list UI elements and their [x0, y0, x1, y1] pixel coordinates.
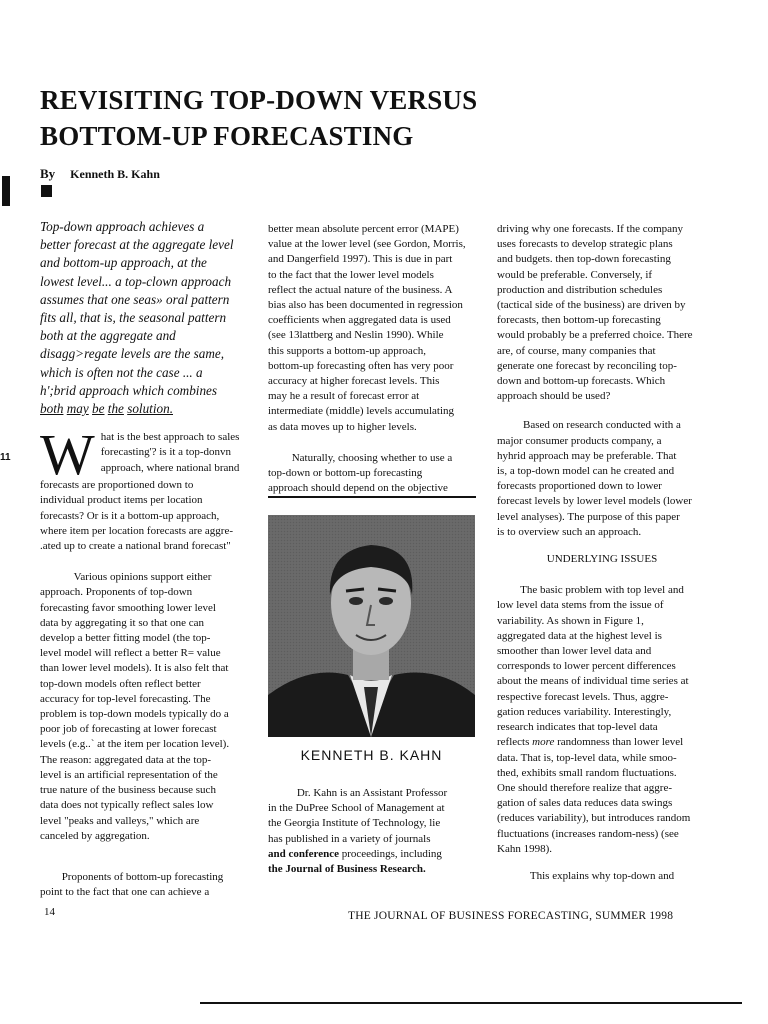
title-line-1: REVISITING TOP-DOWN VERSUS [40, 85, 478, 115]
lead-word: the [107, 401, 124, 417]
para-line: top-down or bottom-up forecasting [268, 467, 423, 480]
para-line: better mean absolute percent error (MAPE) [268, 223, 459, 235]
portrait-image [268, 515, 475, 737]
column-2 [268, 222, 476, 496]
para-line: down and bottom-up forecasts. Which [497, 375, 666, 388]
para-line: and Dangerfield 1997). This is due in part [268, 253, 453, 266]
emphasis-text: more [532, 736, 555, 749]
margin-number: 11 [0, 452, 11, 463]
para-line: (reduces variability), but introduces random [497, 812, 691, 825]
opinions-paragraph [40, 570, 245, 844]
para-line: top-down models often reflect better [40, 677, 201, 690]
title-line-2: BOTTOM-UP FORECASTING [40, 121, 414, 151]
objective-paragraph [497, 222, 707, 404]
para-line: Naturally, choosing whether to use a [291, 451, 453, 464]
para-line: level analyses). The purpose of this paper [497, 510, 680, 523]
para-line: .ated up to create a national brand forecast" [40, 540, 231, 553]
para-line: where item per location forecasts are aggre- [40, 524, 234, 537]
para-line: variability. As shown in Figure 1, [497, 614, 644, 627]
proponents-paragraph [40, 870, 245, 900]
para-line: driving why one forecasts. If the company [497, 223, 684, 235]
author-bio [268, 786, 476, 877]
para-line: are, of course, many companies that [497, 344, 656, 357]
para-line: individual product items per location [40, 494, 203, 507]
para-line: level is an artificial representation of the [40, 768, 218, 781]
column-1 [40, 218, 245, 900]
para-line: forecasts are proportioned down to [40, 479, 194, 492]
para-line: level model will reflect a better R= value [40, 647, 221, 660]
bio-line: in the DuPree School of Management at [268, 802, 445, 815]
para-line: research indicates that top-level data [497, 721, 658, 734]
lead-word: solution. [127, 401, 173, 417]
para-line: One should therefore realize that aggre- [497, 781, 672, 794]
scan-mark-left [2, 176, 10, 206]
para-line: major consumer products company, a [497, 434, 662, 447]
para-line: value at the lower level (see Gordon, Morris, [268, 238, 466, 251]
lead-line: better forecast at the aggregate level [40, 237, 234, 253]
para-line: thed, exhibits small random fluctuations. [497, 766, 677, 779]
page-number: 14 [44, 906, 55, 918]
para-line: approach should be used? [497, 390, 611, 403]
lead-line: lowest level... a top-clown approach [40, 273, 232, 289]
para-line: hyhrid approach may be preferable. That [497, 449, 677, 462]
lead-line: and bottom-up approach, at the [40, 255, 207, 271]
para-line: levels (e.g..` at the item per location level). [40, 738, 230, 751]
para-line: Proponents of bottom-up forecasting [61, 870, 224, 883]
lead-word: be [92, 401, 105, 417]
para-line: may he a result of forecast error at [268, 390, 420, 403]
naturally-paragraph [268, 451, 476, 497]
para-line: poor job of forecasting at lower forecast [40, 723, 217, 736]
para-line: forecasts? Or is it a bottom-up approach, [40, 509, 220, 522]
para-line: The reason: aggregated data at the top- [40, 753, 212, 766]
para-line: Kahn 1998). [497, 842, 552, 855]
lead-line: assumes that one seas» oral pattern [40, 291, 230, 307]
para-line: accuracy at higher forecast levels. This [268, 375, 440, 388]
lead-line-last [40, 400, 245, 418]
bio-line: has published in a variety of journals [268, 832, 431, 845]
para-line: Based on research conducted with a [523, 419, 681, 432]
lead-word: both [40, 401, 64, 417]
para-line: hat is the best approach to sales [100, 431, 240, 444]
para-line: approach should depend on the objective [268, 482, 448, 495]
para-line: forecasts, then bottom-up forecasting [497, 314, 661, 327]
lead-line: Top-down approach achieves a [40, 219, 205, 234]
para-line: approach. Proponents of top-down [40, 586, 193, 599]
bio-text: proceedings, including [338, 847, 442, 860]
para-line: would probably be a preferred choice. There [497, 329, 693, 342]
para-line: canceled by aggregation. [40, 829, 150, 842]
para-line: (see 13lattberg and Neslin 1990). While [268, 329, 444, 342]
lead-line: fits all, that is, the seasonal pattern [40, 310, 227, 326]
para-line: approach, where national brand [100, 461, 240, 474]
para-line [497, 735, 707, 750]
para-line: aggregated data at the highest level is [497, 629, 662, 642]
para-line: reflect the actual nature of the business. A [268, 283, 453, 296]
para-line: gation reduces variability. Interestingly, [497, 705, 672, 718]
lead-word: may [66, 401, 89, 417]
para-line: point to the fact that one can achieve a [40, 886, 210, 899]
para-line: accuracy for top-level forecasting. The [40, 692, 211, 705]
lead-quote [40, 218, 245, 418]
para-line: would be preferable. Conversely, if [497, 268, 653, 281]
para-line: respective forecast levels. Thus, aggre- [497, 690, 669, 703]
bottom-rule [200, 1002, 742, 1004]
photo-caption: KENNETH B. KAHN [300, 747, 443, 763]
research-paragraph [497, 418, 707, 540]
para-line: bottom-up forecasting often has very poor [268, 359, 454, 372]
bio-line: the Georgia Institute of Technology, lie [268, 817, 441, 830]
intro-paragraph [40, 422, 245, 554]
para-line: data does not typically reflect sales low [40, 799, 214, 812]
para-line: is to overview such an approach. [497, 525, 642, 538]
bio-line [268, 847, 476, 862]
scan-mark-byline [41, 185, 52, 197]
section-heading: UNDERLYING ISSUES [546, 553, 658, 566]
para-line: than lower level models). It is also felt that [40, 662, 229, 675]
journal-footer: THE JOURNAL OF BUSINESS FORECASTING, SUMMER 1998 [348, 910, 674, 922]
para-line: The basic problem with top level and [520, 584, 684, 597]
lead-line: h';brid approach which combines [40, 382, 218, 398]
para-line: uses forecasts to develop strategic plans [497, 238, 673, 251]
lead-line: which is often not the case ... a [40, 364, 203, 380]
para-line: forecasting favor smoothing lower level [40, 601, 216, 614]
byline-by: By [40, 166, 56, 181]
para-line: corresponds to lower percent differences [497, 660, 676, 673]
para-line: forecast levels by lower level models (lower [497, 495, 692, 508]
para-line: smoother than lower level data and [497, 645, 652, 658]
column-3 [497, 222, 707, 884]
bio-bold-text: and conference [268, 847, 339, 860]
para-line: as data moves up to higher levels. [268, 420, 417, 433]
para-line: problem is top-down models typically do a [40, 708, 229, 721]
mape-paragraph [268, 222, 476, 435]
issues-paragraph [497, 583, 707, 857]
para-line: gation of sales data reduces data swings [497, 797, 673, 810]
para-line: fluctuations (increases random-ness) (see [497, 827, 679, 840]
para-line: about the means of individual time series at [497, 675, 689, 688]
lead-line: both at the aggregate and [40, 328, 176, 344]
column-divider [268, 496, 476, 498]
para-line: This explains why top-down and [529, 869, 675, 882]
para-line: intermediate (middle) levels accumulating [268, 405, 455, 418]
para-line: level "peaks and valleys," which are [40, 814, 200, 827]
para-text: reflects [497, 736, 533, 749]
bio-line: Dr. Kahn is an Assistant Professor [296, 787, 448, 799]
para-line: forecasts proportioned down to lower [497, 480, 662, 493]
para-line: generate one forecast by reconciling top- [497, 359, 677, 372]
para-text: randomness than lower level [554, 736, 684, 749]
para-line: data. That is, top-level data, while smoo- [497, 751, 677, 764]
para-line: production and distribution schedules [497, 283, 663, 296]
lead-line: disagg>regate levels are the same, [40, 346, 225, 362]
para-line: Various opinions support either [73, 571, 212, 584]
byline-author: Kenneth B. Kahn [70, 167, 160, 181]
para-line: (tactical side of the business) are driven by [497, 299, 686, 312]
article-title [40, 82, 640, 154]
author-photo [268, 515, 475, 737]
para-line: forecasting'? is it a top-donvn [100, 446, 232, 459]
para-line: data by aggregating it so that one can [40, 616, 205, 629]
para-line: low level data stems from the issue of [497, 599, 664, 612]
para-line: to the fact that the lower level models [268, 268, 434, 281]
byline [40, 166, 160, 182]
para-line: bias also has been documented in regression [268, 299, 463, 312]
para-line: develop a better fitting model (the top- [40, 632, 211, 645]
para-line: true nature of the business because such [40, 784, 216, 797]
para-line: this supports a bottom-up approach, [268, 344, 426, 357]
bio-line: the Journal of Business Research. [268, 863, 426, 876]
drop-cap: W [40, 422, 95, 488]
para-line: is, a top-down model can he created and [497, 465, 675, 478]
para-line: coefficients when aggregated data is used [268, 314, 451, 327]
para-line: and budgets. then top-down forecasting [497, 253, 671, 266]
